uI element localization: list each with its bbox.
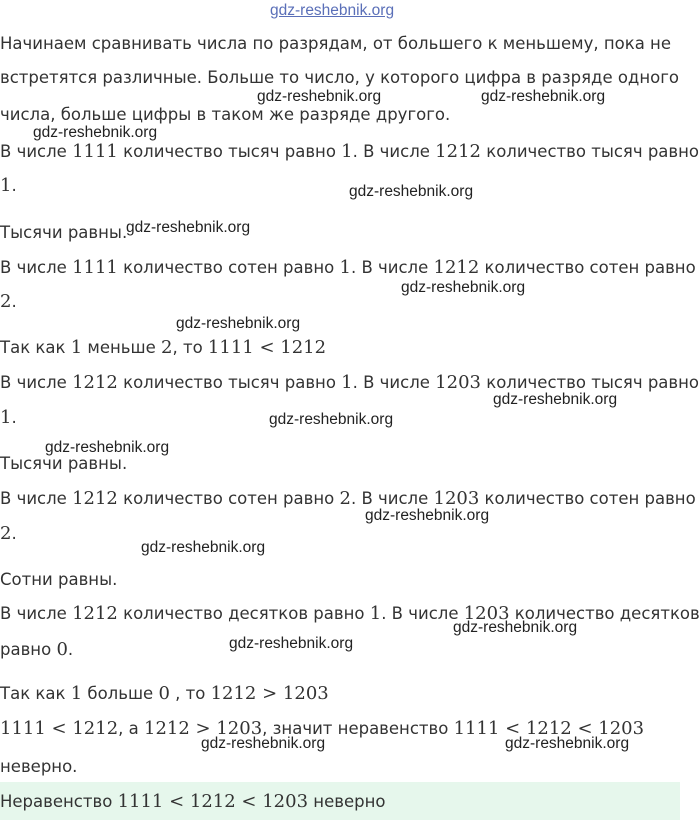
number: 1 xyxy=(0,407,12,428)
number: 1212 xyxy=(435,141,481,162)
math-expression: 1111 < 1212 xyxy=(207,337,327,358)
number: 0 xyxy=(158,683,170,704)
intro-line-2: встретятся различные. Больше то число, у которого цифра в разряде одного xyxy=(0,68,679,87)
watermark: gdz-reshebnik.org xyxy=(126,219,251,236)
text: количество тысяч равно xyxy=(480,373,700,392)
text: Так как xyxy=(0,684,71,703)
text: В числе xyxy=(0,489,73,508)
number: 1 xyxy=(70,337,83,358)
math-expression: 1212 > 1203 xyxy=(144,718,263,739)
watermark: gdz-reshebnik.org xyxy=(45,439,170,456)
number: 1212 xyxy=(72,488,118,509)
text: количество сотен равно xyxy=(117,489,340,508)
text: равно xyxy=(0,640,57,659)
step2-thousands-line-cont xyxy=(0,407,17,429)
watermark: gdz-reshebnik.org xyxy=(481,88,606,105)
number: 0 xyxy=(56,639,68,660)
math-expression: 1212 > 1203 xyxy=(210,683,329,704)
text: . В числе xyxy=(350,489,434,508)
step2-conclusion xyxy=(0,683,329,705)
intro-line-3: числа, больше цифры в таком же разряде другого. xyxy=(0,105,451,124)
step2-tens-line xyxy=(0,603,700,625)
number: 1 xyxy=(339,257,351,278)
watermark: gdz-reshebnik.org xyxy=(493,391,618,408)
text: . В числе xyxy=(381,604,464,623)
text: количество тысяч равно xyxy=(480,142,700,161)
number: 1203 xyxy=(433,488,480,509)
text: . xyxy=(11,408,17,427)
text: количество сотен равно xyxy=(117,258,340,277)
step2-thousands-equal: Тысячи равны. xyxy=(0,454,128,473)
step1-thousands-equal: Тысячи равны. xyxy=(0,223,128,242)
number: 1 xyxy=(0,175,12,196)
step2-tens-line-cont xyxy=(0,639,73,661)
number: 1212 xyxy=(72,372,118,393)
text: количество тысяч равно xyxy=(117,373,342,392)
text: В числе xyxy=(0,142,73,161)
final-conclusion-line-cont: неверно. xyxy=(0,757,78,776)
number: 2 xyxy=(161,337,173,358)
number: 1203 xyxy=(463,603,510,624)
watermark: gdz-reshebnik.org xyxy=(229,635,354,652)
step2-hundreds-equal: Сотни равны. xyxy=(0,570,118,589)
text: количество тысяч равно xyxy=(117,142,342,161)
text: . В числе xyxy=(352,373,436,392)
step1-thousands-line xyxy=(0,141,699,163)
text: количество десятков равно xyxy=(117,604,370,623)
text: , то xyxy=(169,684,211,703)
step2-hundreds-line-cont xyxy=(0,523,17,545)
text: . xyxy=(11,524,17,543)
step1-conclusion xyxy=(0,337,326,359)
watermark: gdz-reshebnik.org xyxy=(257,88,382,105)
watermark-top-link[interactable]: gdz-reshebnik.org xyxy=(270,2,395,19)
step1-hundreds-line xyxy=(0,257,696,279)
watermark: gdz-reshebnik.org xyxy=(269,411,394,428)
text: В числе xyxy=(0,604,73,623)
number: 1 xyxy=(70,683,83,704)
watermark: gdz-reshebnik.org xyxy=(33,124,158,141)
step1-hundreds-line-cont xyxy=(0,291,17,313)
text: Неравенство xyxy=(0,792,118,811)
answer-line xyxy=(0,791,385,813)
intro-line-1: Начинаем сравнивать числа по разрядам, от большего к меньшему, пока не xyxy=(0,34,671,53)
number: 1 xyxy=(369,603,382,624)
text: меньше xyxy=(82,338,162,357)
number: 1 xyxy=(341,372,353,393)
text: количество десятков xyxy=(509,604,700,623)
text: количество сотен равно xyxy=(479,258,696,277)
step1-thousands-line-cont xyxy=(0,175,17,197)
text: , то xyxy=(172,338,208,357)
math-expression: 1111 < 1212 < 1203 xyxy=(117,791,309,812)
text: . В числе xyxy=(350,258,434,277)
watermark: gdz-reshebnik.org xyxy=(453,619,578,636)
number: 1203 xyxy=(435,372,481,393)
text: В числе xyxy=(0,373,73,392)
text: . xyxy=(11,292,17,311)
number: 2 xyxy=(0,291,12,312)
number: 1212 xyxy=(72,603,118,624)
number: 1 xyxy=(341,141,353,162)
math-expression: 1111 < 1212 < 1203 xyxy=(453,718,645,739)
watermark: gdz-reshebnik.org xyxy=(201,735,326,752)
text: Так как xyxy=(0,338,71,357)
text: количество сотен равно xyxy=(479,489,696,508)
text: . xyxy=(11,176,17,195)
watermark: gdz-reshebnik.org xyxy=(176,315,301,332)
math-expression: 1111 < 1212 xyxy=(0,718,119,739)
text: В числе xyxy=(0,258,73,277)
text: , значит неравенство xyxy=(262,719,454,738)
text: . xyxy=(67,640,74,659)
text: , а xyxy=(118,719,145,738)
watermark: gdz-reshebnik.org xyxy=(401,279,526,296)
watermark: gdz-reshebnik.org xyxy=(505,735,630,752)
text: . В числе xyxy=(352,142,436,161)
number: 1111 xyxy=(72,141,118,162)
watermark: gdz-reshebnik.org xyxy=(349,183,474,200)
number: 1212 xyxy=(433,257,480,278)
watermark: gdz-reshebnik.org xyxy=(365,507,490,524)
number: 2 xyxy=(339,488,351,509)
number: 2 xyxy=(0,523,12,544)
text: больше xyxy=(82,684,159,703)
text: неверно xyxy=(308,792,386,811)
number: 1111 xyxy=(72,257,118,278)
step2-hundreds-line xyxy=(0,488,696,510)
watermark: gdz-reshebnik.org xyxy=(141,539,266,556)
